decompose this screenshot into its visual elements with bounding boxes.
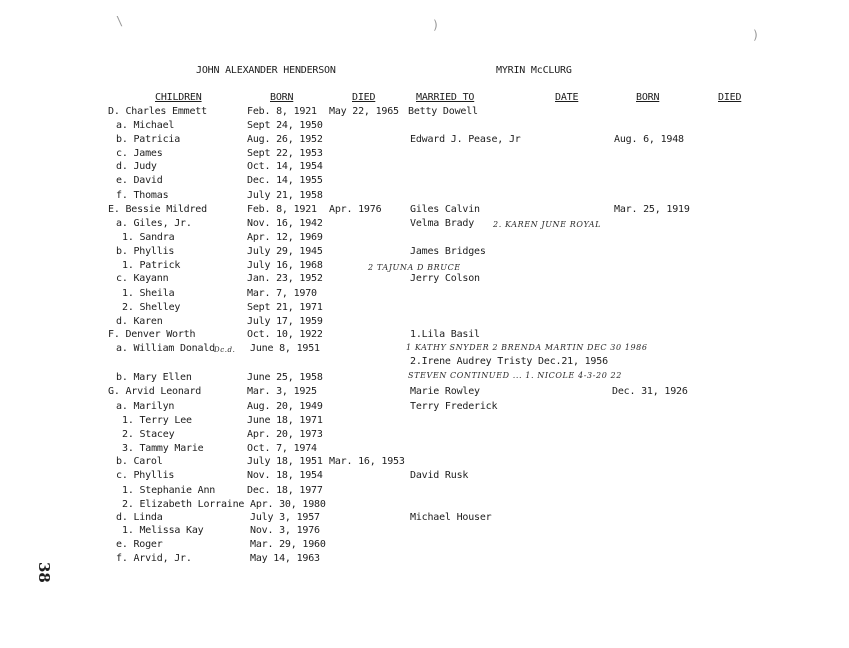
child-born: June 18, 1971	[247, 415, 323, 426]
child-name: b. Carol	[116, 456, 163, 467]
spouse-name: Velma Brady	[410, 218, 475, 229]
child-died: Mar. 16, 1953	[329, 456, 405, 467]
child-name: 1. Sheila	[122, 288, 175, 299]
spouse-name: Terry Frederick	[410, 401, 498, 412]
child-name: a. Giles, Jr.	[116, 218, 192, 229]
father-name: JOHN ALEXANDER HENDERSON	[196, 65, 336, 76]
child-born: July 18, 1951	[247, 456, 323, 467]
handwritten-note: 2 TAJUNA D BRUCE	[368, 263, 461, 272]
child-name: f. Thomas	[116, 190, 169, 201]
handwritten-note: 2. KAREN JUNE ROYAL	[493, 220, 602, 229]
child-name: 2. Stacey	[122, 429, 175, 440]
child-born: Sept 24, 1950	[247, 120, 323, 131]
child-name: b. Phyllis	[116, 246, 175, 257]
spouse-name: Giles Calvin	[410, 204, 480, 215]
child-born: Nov. 16, 1942	[247, 218, 323, 229]
child-born: Mar. 3, 1925	[247, 386, 317, 397]
child-born: Mar. 29, 1960	[250, 539, 326, 550]
scan-speck: )	[752, 28, 760, 42]
child-name: 2. Shelley	[122, 302, 181, 313]
child-born: Oct. 10, 1922	[247, 329, 323, 340]
child-born: Feb. 8, 1921	[247, 204, 317, 215]
spouse-name: James Bridges	[410, 246, 486, 257]
child-name: G. Arvid Leonard	[108, 386, 202, 397]
child-name: b. Patricia	[116, 134, 181, 145]
child-born: Sept 21, 1971	[247, 302, 323, 313]
spouse-born: Aug. 6, 1948	[614, 134, 684, 145]
handwritten-note: 1 KATHY SNYDER 2 BRENDA MARTIN DEC 30 1986	[406, 343, 648, 352]
col-date: DATE	[555, 92, 579, 103]
child-name: a. Michael	[116, 120, 175, 131]
scan-speck: )	[432, 18, 440, 32]
spouse-name: 1.Lila Basil	[410, 329, 480, 340]
child-name: 1. Sandra	[122, 232, 175, 243]
spouse-name: Marie Rowley	[410, 386, 480, 397]
child-name: c. James	[116, 148, 163, 159]
col-spouse-died: DIED	[718, 92, 742, 103]
col-children: CHILDREN	[155, 92, 202, 103]
child-name: 1. Patrick	[122, 260, 181, 271]
spouse-name: David Rusk	[410, 470, 469, 481]
spouse-name: Michael Houser	[410, 512, 492, 523]
child-name: a. Marilyn	[116, 401, 175, 412]
child-name: 1. Terry Lee	[122, 415, 192, 426]
child-born: Apr. 20, 1973	[247, 429, 323, 440]
child-name: 1. Stephanie Ann	[122, 485, 216, 496]
child-name: 2. Elizabeth Lorraine	[122, 499, 245, 510]
mother-name: MYRIN McCLURG	[496, 65, 572, 76]
child-born: Nov. 18, 1954	[247, 470, 323, 481]
handwritten-note: Dc.d.	[214, 346, 236, 354]
child-born: Apr. 30, 1980	[250, 499, 326, 510]
scan-speck: \	[116, 14, 124, 28]
child-born: May 14, 1963	[250, 553, 320, 564]
child-died: May 22, 1965	[329, 106, 399, 117]
child-name: 3. Tammy Marie	[122, 443, 204, 454]
child-born: Jan. 23, 1952	[247, 273, 323, 284]
spouse-name: Edward J. Pease, Jr	[410, 134, 521, 145]
child-name: d. Linda	[116, 512, 163, 523]
child-born: July 17, 1959	[247, 316, 323, 327]
col-born: BORN	[270, 92, 294, 103]
child-name: c. Kayann	[116, 273, 169, 284]
child-born: Oct. 14, 1954	[247, 161, 323, 172]
child-born: Dec. 14, 1955	[247, 175, 323, 186]
child-born: Sept 22, 1953	[247, 148, 323, 159]
child-born: Aug. 26, 1952	[247, 134, 323, 145]
child-name: d. Karen	[116, 316, 163, 327]
child-name: a. William Donald	[116, 343, 215, 354]
child-name: F. Denver Worth	[108, 329, 196, 340]
child-name: E. Bessie Mildred	[108, 204, 207, 215]
spouse-born: Mar. 25, 1919	[614, 204, 690, 215]
child-name: d. Judy	[116, 161, 157, 172]
child-born: June 25, 1958	[247, 372, 323, 383]
col-married-to: MARRIED TO	[416, 92, 475, 103]
child-born: July 16, 1968	[247, 260, 323, 271]
child-died: Apr. 1976	[329, 204, 382, 215]
child-name: f. Arvid, Jr.	[116, 553, 192, 564]
child-born: Apr. 12, 1969	[247, 232, 323, 243]
child-born: Mar. 7, 1970	[247, 288, 317, 299]
handwritten-note: STEVEN CONTINUED ... 1. NICOLE 4-3-20 22	[408, 371, 622, 380]
child-born: July 21, 1958	[247, 190, 323, 201]
spouse-name: 2.Irene Audrey Tristy Dec.21, 1956	[410, 356, 608, 367]
child-born: Oct. 7, 1974	[247, 443, 317, 454]
child-name: e. Roger	[116, 539, 163, 550]
spouse-born: Dec. 31, 1926	[612, 386, 688, 397]
child-name: 1. Melissa Kay	[122, 525, 204, 536]
spouse-name: Betty Dowell	[408, 106, 478, 117]
child-born: Dec. 18, 1977	[247, 485, 323, 496]
margin-page-number: 38	[35, 562, 53, 583]
child-born: Nov. 3, 1976	[250, 525, 320, 536]
child-name: c. Phyllis	[116, 470, 175, 481]
child-born: July 29, 1945	[247, 246, 323, 257]
child-born: Feb. 8, 1921	[247, 106, 317, 117]
spouse-name: Jerry Colson	[410, 273, 480, 284]
child-name: e. David	[116, 175, 163, 186]
child-name: D. Charles Emmett	[108, 106, 207, 117]
child-born: June 8, 1951	[250, 343, 320, 354]
col-spouse-born: BORN	[636, 92, 660, 103]
child-born: July 3, 1957	[250, 512, 320, 523]
child-born: Aug. 20, 1949	[247, 401, 323, 412]
child-name: b. Mary Ellen	[116, 372, 192, 383]
col-died: DIED	[352, 92, 376, 103]
